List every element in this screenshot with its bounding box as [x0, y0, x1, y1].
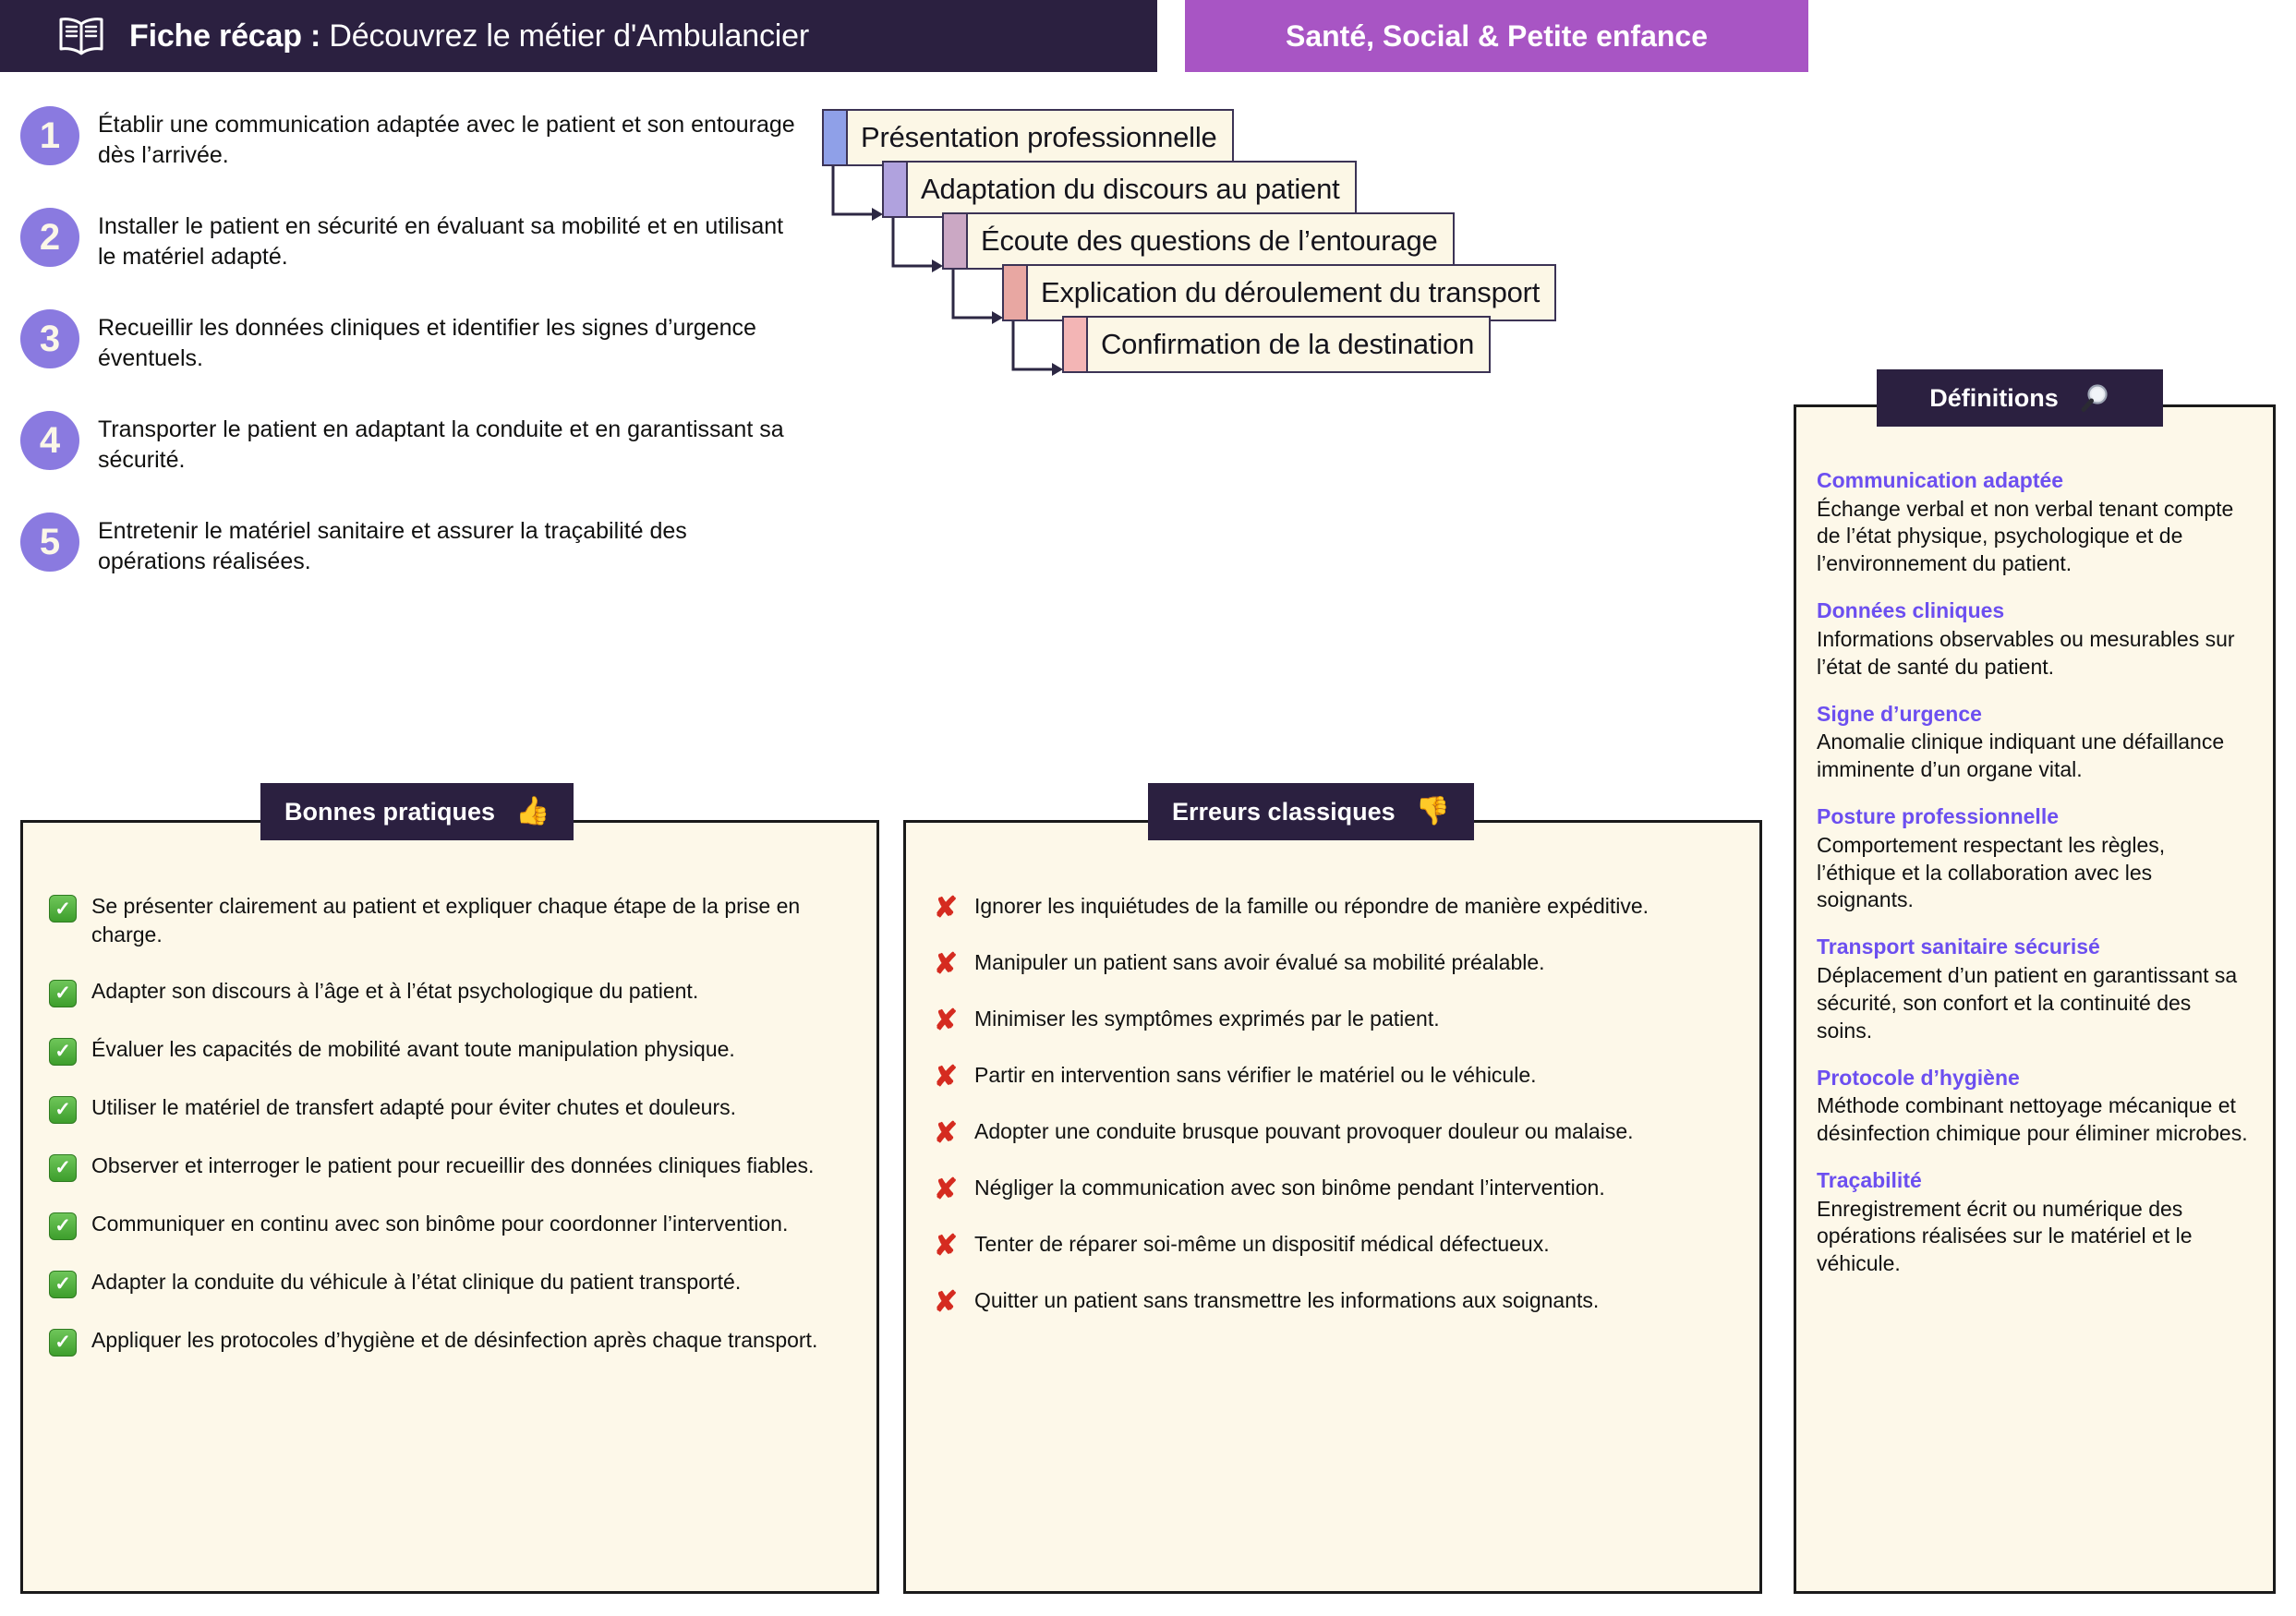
flow-connector	[1011, 321, 1067, 379]
step-item	[20, 309, 833, 374]
definition-description: Informations observables ou mesurables sur l’état de santé du patient.	[1817, 626, 2235, 679]
open-book-icon	[57, 16, 105, 56]
step-text: Transporter le patient en adaptant la conduite et en garantissant sa sécurité.	[98, 416, 784, 473]
check-icon: ✓	[49, 892, 77, 923]
cross-icon: ✘	[934, 947, 958, 980]
flow-node-label: Explication du déroulement du transport	[1041, 276, 1541, 308]
step-item	[20, 106, 833, 171]
list-item	[932, 1061, 1728, 1090]
steps-list	[20, 106, 833, 614]
cross-icon: ✘	[934, 1172, 958, 1205]
step-number: 4	[20, 411, 79, 470]
list-item	[932, 1284, 1728, 1318]
cross-icon: ✘	[934, 1003, 958, 1036]
definition-term: Données cliniques	[1817, 598, 2005, 623]
category-badge	[1185, 0, 1808, 72]
check-icon: ✓	[49, 1152, 77, 1182]
definition-description: Enregistrement écrit ou numérique des opérations réalisées sur le matériel et le véhicule.	[1817, 1196, 2193, 1276]
step-number: 5	[20, 513, 79, 572]
common-errors-panel	[903, 820, 1762, 1594]
flow-node-accent	[1004, 266, 1028, 320]
flow-node-accent	[824, 111, 848, 164]
list-item	[49, 977, 845, 1007]
definition-description: Comportement respectant les règles, l’éthique et la collaboration avec les soignants.	[1817, 832, 2166, 912]
cross-icon: ✘	[934, 1228, 958, 1261]
flow-node-label: Écoute des questions de l’entourage	[981, 224, 1438, 257]
thumbs-down-icon: 👎	[1415, 796, 1451, 826]
definition-entry	[1817, 935, 2249, 1044]
list-item-text: Ignorer les inquiétudes de la famille ou répondre de manière expéditive.	[974, 894, 1649, 918]
definition-term: Posture professionnelle	[1817, 804, 2060, 829]
definition-term: Transport sanitaire sécurisé	[1817, 935, 2100, 959]
list-item-text: Utiliser le matériel de transfert adapté pour éviter chutes et douleurs.	[91, 1094, 737, 1119]
list-item-text: Adopter une conduite brusque pouvant provoquer douleur ou malaise.	[974, 1119, 1634, 1143]
flow-node-accent	[1064, 318, 1088, 371]
good-practices-header	[260, 783, 574, 840]
flow-connector	[951, 270, 1007, 327]
flow-node-label: Présentation professionnelle	[861, 121, 1217, 153]
list-item	[49, 1268, 845, 1298]
header-bar	[0, 0, 1157, 72]
list-item-text: Adapter la conduite du véhicule à l’état clinique du patient transporté.	[91, 1269, 742, 1294]
list-item-text: Appliquer les protocoles d’hygiène et de désinfection après chaque transport.	[91, 1327, 818, 1352]
step-text: Entretenir le matériel sanitaire et assurer la traçabilité des opérations réalisées.	[98, 518, 687, 574]
definition-term: Communication adaptée	[1817, 468, 2064, 492]
definition-entry	[1817, 1066, 2249, 1148]
list-item	[932, 1003, 1728, 1036]
list-item	[932, 1172, 1728, 1205]
list-item-text: Observer et interroger le patient pour recueillir des données cliniques fiables.	[91, 1152, 815, 1177]
list-item-text: Se présenter clairement au patient et expliquer chaque étape de la prise en charge.	[91, 894, 801, 947]
definition-description: Déplacement d’un patient en garantissant sa sécurité, son confort et la continuité des soins.	[1817, 962, 2238, 1043]
magnifying-glass-icon	[2079, 382, 2110, 414]
list-item	[932, 947, 1728, 980]
category-badge-label: Santé, Social & Petite enfance	[1285, 18, 1709, 53]
page-title-bold: Fiche récap :	[129, 18, 321, 54]
step-item	[20, 411, 833, 476]
common-errors-title: Erreurs classiques	[1172, 797, 1396, 826]
flow-node[interactable]	[942, 212, 1455, 270]
thumbs-up-icon: 👍	[515, 796, 550, 826]
list-item-text: Minimiser les symptômes exprimés par le patient.	[974, 1007, 1440, 1031]
list-item-text: Quitter un patient sans transmettre les informations aux soignants.	[974, 1288, 1600, 1312]
step-text: Recueillir les données cliniques et identifier les signes d’urgence éventuels.	[98, 315, 756, 371]
definition-term: Traçabilité	[1817, 1167, 1922, 1192]
check-icon: ✓	[49, 1035, 77, 1066]
flow-node[interactable]	[882, 161, 1357, 218]
definition-entry	[1817, 598, 2249, 681]
list-item-text: Manipuler un patient sans avoir évalué sa mobilité préalable.	[974, 950, 1545, 974]
page-title	[129, 18, 809, 54]
flow-node-label: Confirmation de la destination	[1101, 328, 1475, 360]
definition-entry	[1817, 468, 2249, 578]
flow-connector	[891, 218, 947, 275]
check-icon: ✓	[49, 1268, 77, 1298]
step-number: 1	[20, 106, 79, 165]
check-icon: ✓	[49, 1210, 77, 1240]
cross-icon: ✘	[934, 1284, 958, 1318]
flow-node-accent	[884, 163, 908, 216]
flow-node-accent	[944, 214, 968, 268]
definition-entry	[1817, 1168, 2249, 1278]
list-item	[932, 1116, 1728, 1149]
step-item	[20, 513, 833, 577]
cross-icon: ✘	[934, 1059, 958, 1092]
list-item-text: Évaluer les capacités de mobilité avant toute manipulation physique.	[91, 1036, 735, 1061]
flow-node[interactable]	[1062, 316, 1491, 373]
step-text: Installer le patient en sécurité en évaluant sa mobilité et en utilisant le matériel adapté.	[98, 213, 784, 270]
flow-connector	[831, 166, 887, 223]
list-item	[49, 1152, 845, 1182]
process-flow-diagram	[822, 109, 1847, 515]
definition-description: Échange verbal et non verbal tenant compte de l’état physique, psychologique et de l’environnement du patient.	[1817, 496, 2234, 576]
list-item-text: Adapter son discours à l’âge et à l’état psychologique du patient.	[91, 978, 699, 1003]
definitions-header	[1877, 369, 2163, 427]
list-item	[49, 1093, 845, 1124]
cross-icon: ✘	[934, 1116, 958, 1149]
page-title-light: Découvrez le métier d'Ambulancier	[320, 18, 809, 54]
definition-entry	[1817, 804, 2249, 914]
step-item	[20, 208, 833, 272]
definition-description: Anomalie clinique indiquant une défaillance imminente d’un organe vital.	[1817, 730, 2225, 782]
definition-entry	[1817, 702, 2249, 784]
list-item-text: Négliger la communication avec son binôme pendant l’intervention.	[974, 1176, 1605, 1200]
step-number: 3	[20, 309, 79, 368]
step-text: Établir une communication adaptée avec le patient et son entourage dès l’arrivée.	[98, 112, 795, 168]
definition-description: Méthode combinant nettoyage mécanique et désinfection chimique pour éliminer microbes.	[1817, 1093, 2248, 1146]
definition-term: Signe d’urgence	[1817, 701, 1982, 726]
cross-icon: ✘	[934, 890, 958, 923]
list-item-text: Partir en intervention sans vérifier le matériel ou le véhicule.	[974, 1063, 1537, 1087]
flow-node[interactable]	[1002, 264, 1556, 321]
definitions-title: Définitions	[1929, 383, 2059, 412]
list-item-text: Communiquer en continu avec son binôme pour coordonner l’intervention.	[91, 1211, 789, 1236]
check-icon: ✓	[49, 1326, 77, 1357]
list-item-text: Tenter de réparer soi-même un dispositif médical défectueux.	[974, 1232, 1550, 1256]
common-errors-header	[1148, 783, 1474, 840]
definitions-panel	[1794, 404, 2276, 1594]
list-item	[49, 892, 845, 949]
definition-term: Protocole d’hygiène	[1817, 1065, 2020, 1090]
list-item	[932, 1230, 1728, 1259]
good-practices-title: Bonnes pratiques	[284, 797, 496, 826]
flow-node-label: Adaptation du discours au patient	[921, 173, 1340, 205]
list-item	[932, 892, 1728, 921]
flow-node[interactable]	[822, 109, 1234, 166]
check-icon: ✓	[49, 977, 77, 1007]
step-number: 2	[20, 208, 79, 267]
list-item	[49, 1035, 845, 1066]
list-item	[49, 1326, 845, 1357]
check-icon: ✓	[49, 1093, 77, 1124]
good-practices-panel	[20, 820, 879, 1594]
list-item	[49, 1210, 845, 1240]
